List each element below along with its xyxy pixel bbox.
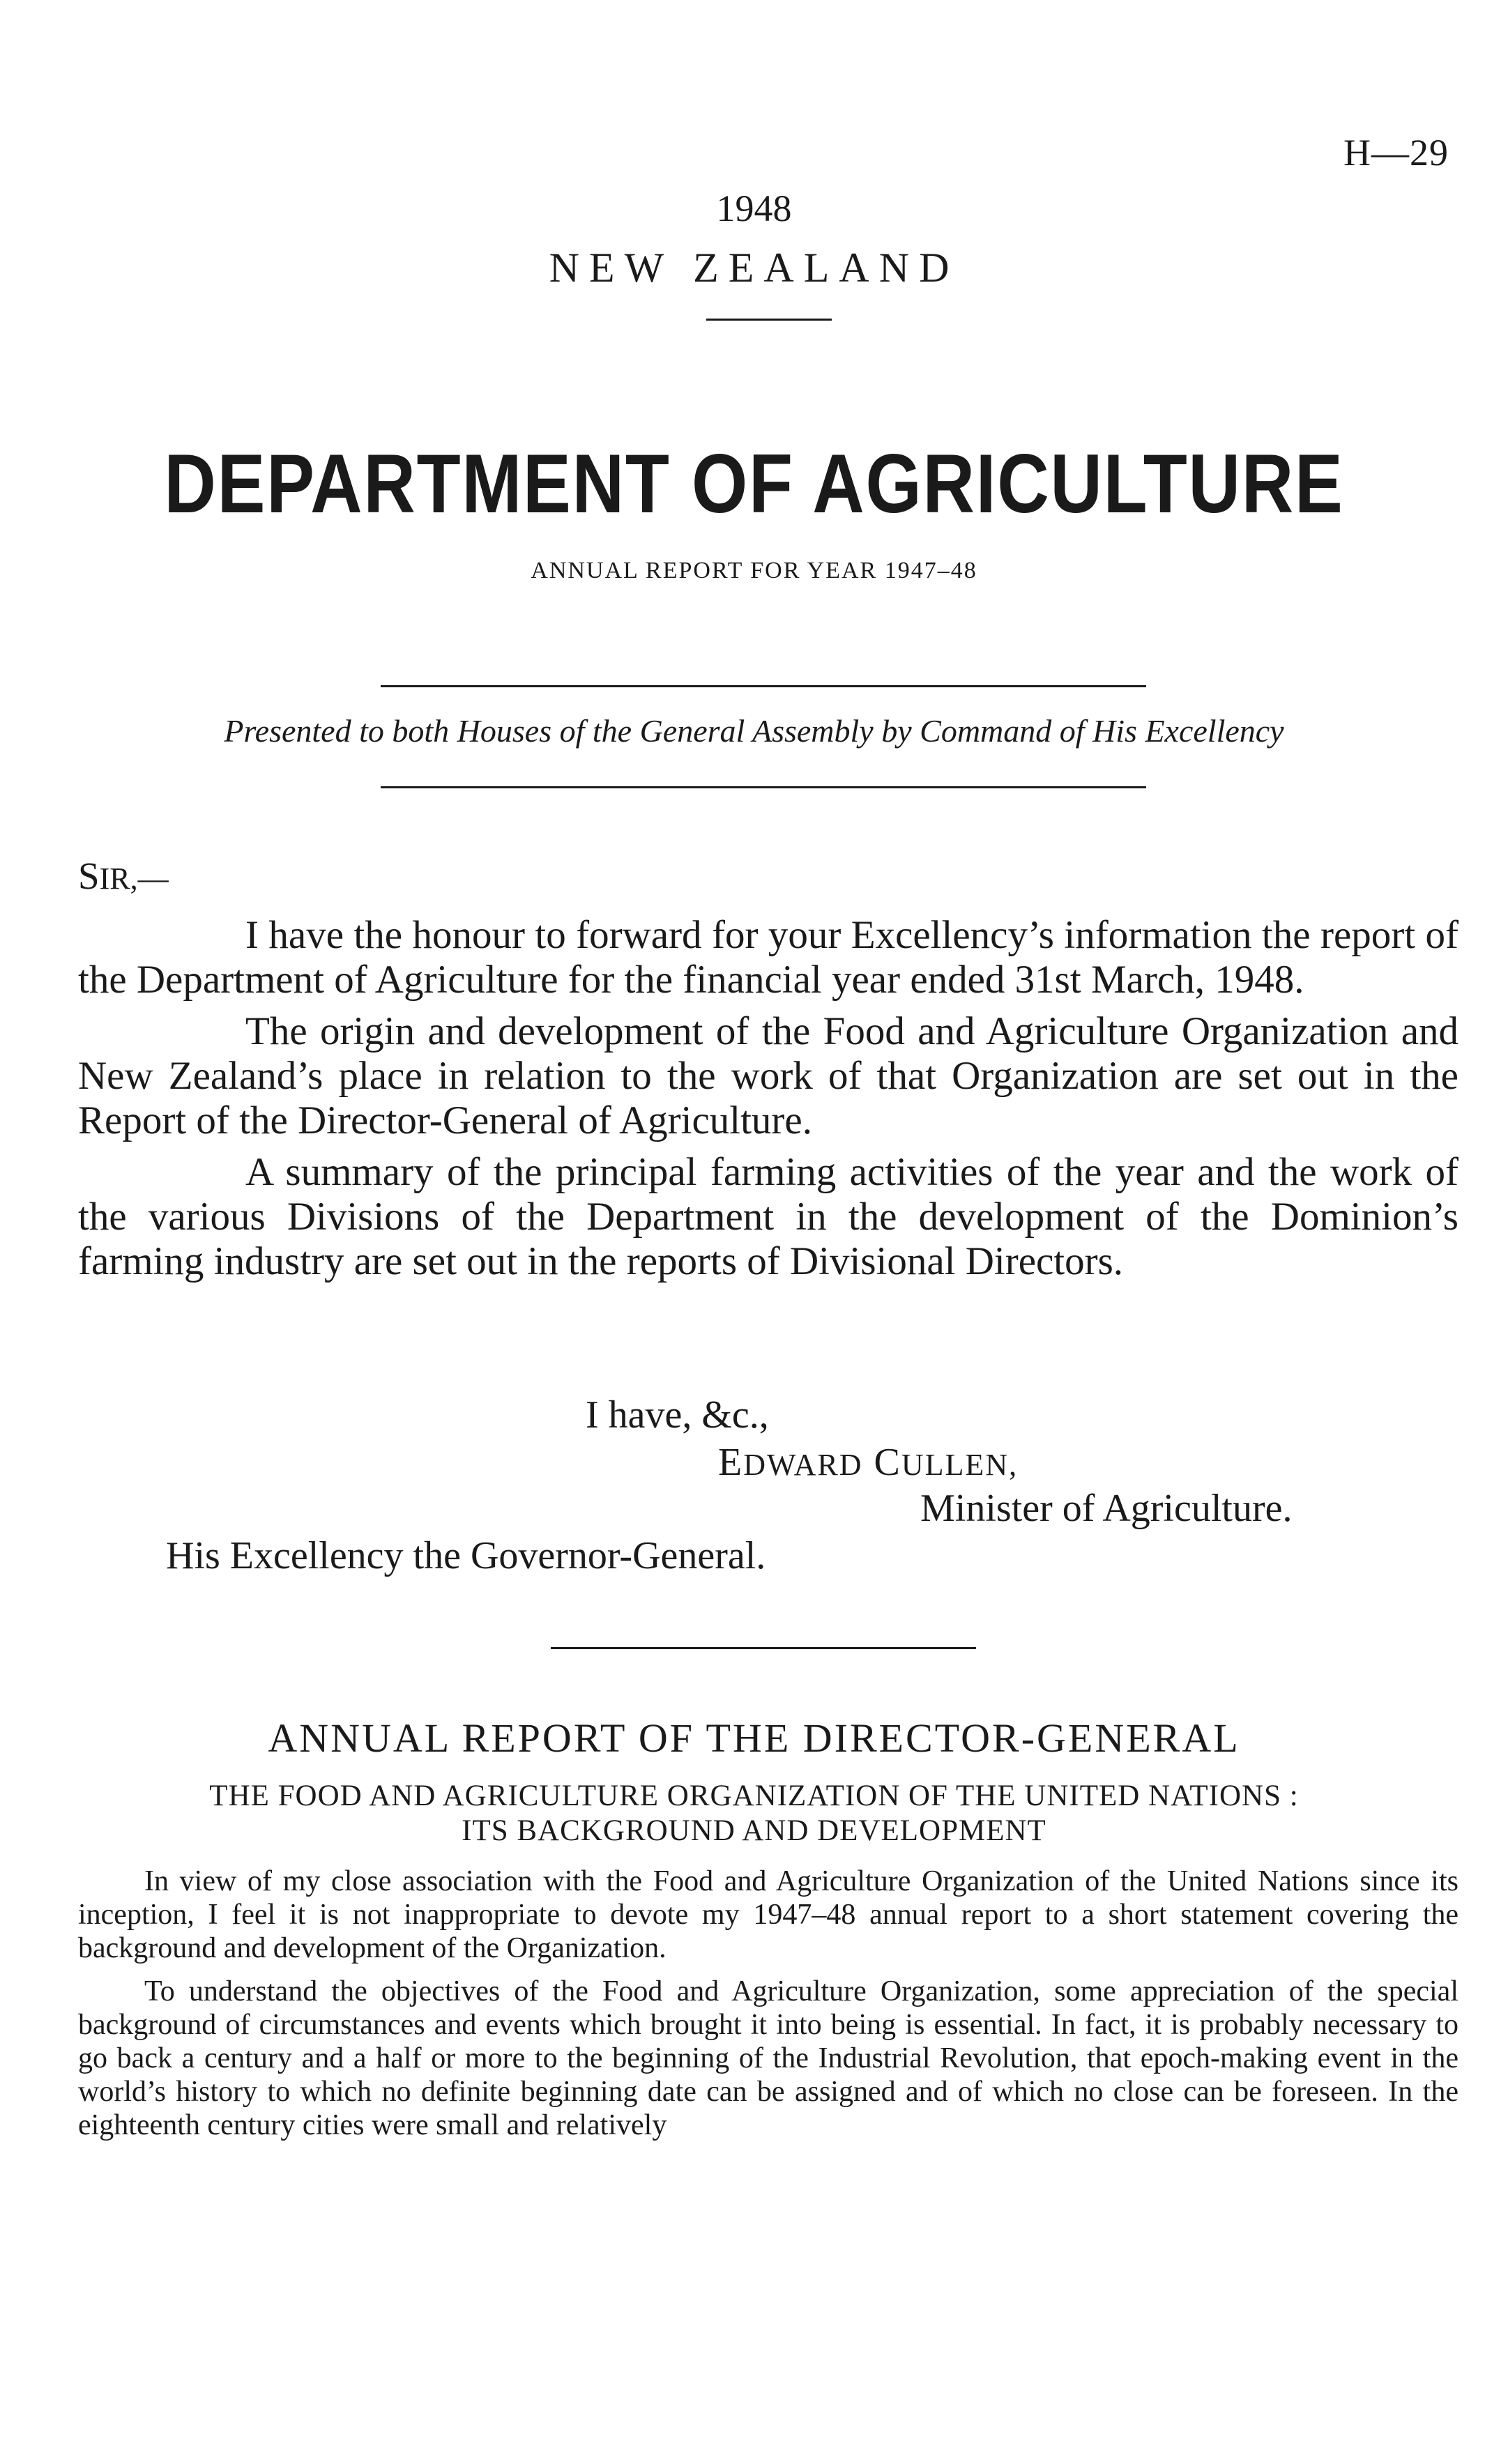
signer-first-name: EDWARD (718, 1441, 863, 1484)
letter-paragraph: I have the honour to forward for your Excellency’s information the report of the Department of Agriculture for the financial year ended 31st March, 1948. (78, 913, 1459, 1002)
report-paragraph: To understand the objectives of the Food and Agriculture Organization, some appreciation of the special background of circumstances and events which brought it into being is essential. In fact, it is probably necessary to go back a century and a half or more to the beginning of the Industrial Revolution, that epoch-making event in the world’s history to which no definite beginning date can be assigned and of which no close can be foreseen. In the eighteenth century cities were small and relatively (78, 1975, 1459, 2141)
report-subheading (0, 1779, 1508, 1849)
country-heading: NEW ZEALAND (549, 245, 959, 291)
presented-top-rule (381, 685, 1146, 687)
letter-closing: I have, &c., (586, 1393, 769, 1437)
report-subheading-line: THE FOOD AND AGRICULTURE ORGANIZATION OF THE UNITED NATIONS : (209, 1780, 1299, 1812)
signer-last-name: CULLEN, (874, 1441, 1019, 1484)
report-heading: ANNUAL REPORT OF THE DIRECTOR-GENERAL (268, 1715, 1240, 1761)
letter-body (78, 913, 1459, 1291)
section-divider (551, 1647, 976, 1649)
letter-paragraph: The origin and development of the Food and Agriculture Organization and New Zealand’s place in relation to the work of that Organization are set out in the Report of the Director-General of Agriculture. (78, 1009, 1459, 1142)
letter-addressee: His Excellency the Governor-General. (166, 1534, 766, 1577)
publication-year: 1948 (716, 188, 792, 229)
report-body (78, 1865, 1459, 2152)
signer-title: Minister of Agriculture. (920, 1487, 1293, 1530)
document-title: DEPARTMENT OF AGRICULTURE (164, 437, 1344, 530)
header-divider (706, 319, 832, 321)
presented-statement: Presented to both Houses of the General Assembly by Command of His Excellency (224, 713, 1284, 749)
signer-name (718, 1440, 1018, 1485)
report-subheading-line: ITS BACKGROUND AND DEVELOPMENT (462, 1814, 1046, 1847)
report-paragraph: In view of my close association with the Food and Agriculture Organization of the United Nations since its inception, I feel it is not inappropriate to devote my 1947–48 annual report to a short statement covering the background and development of the Organization. (78, 1865, 1459, 1964)
letter-paragraph: A summary of the principal farming activities of the year and the work of the various Divisions of the Department in the development of the Dominion’s farming industry are set out in the reports of Divisional Directors. (78, 1150, 1459, 1283)
document-subtitle: ANNUAL REPORT FOR YEAR 1947–48 (531, 558, 977, 583)
letter-salutation: SIR,— (78, 855, 169, 897)
presented-bottom-rule (381, 786, 1146, 788)
document-code: H—29 (1343, 132, 1449, 174)
